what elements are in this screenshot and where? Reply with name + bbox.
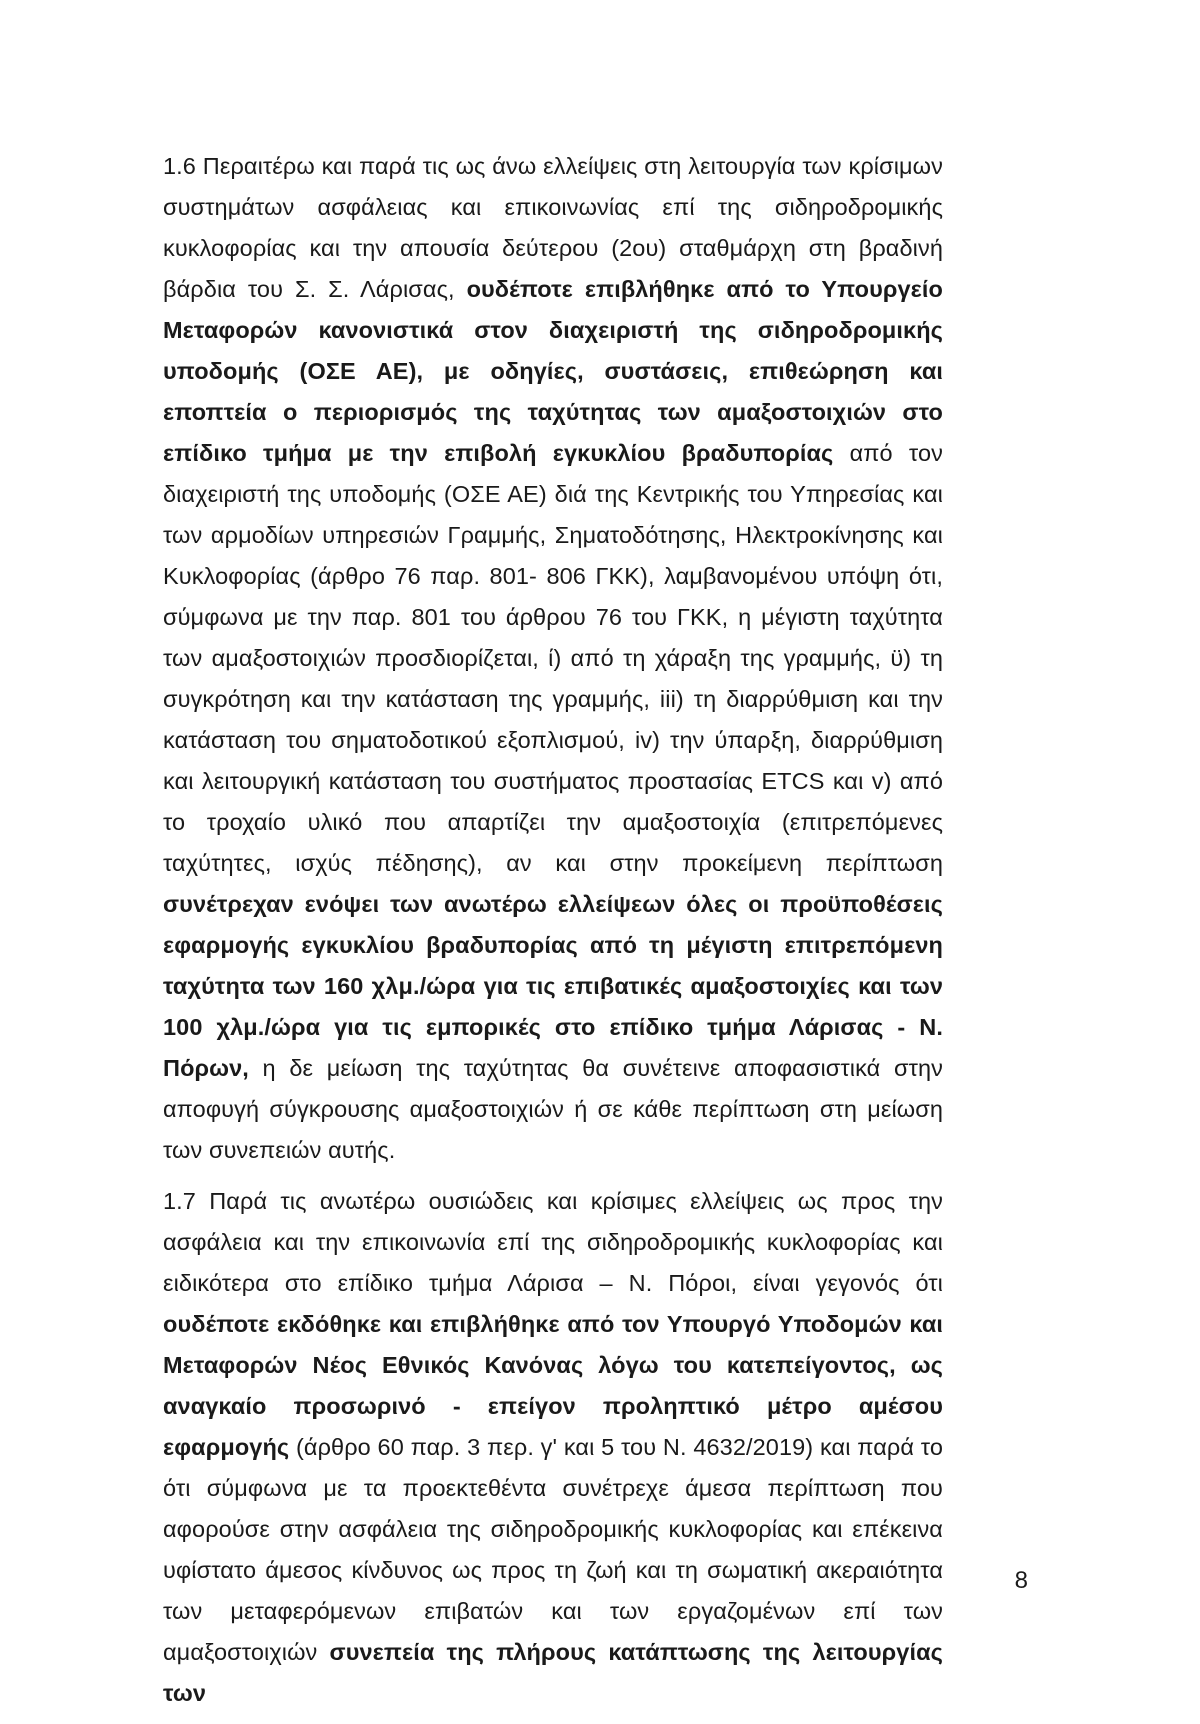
paragraph-1-7 [163,1181,943,1714]
text-run: (άρθρο 60 παρ. 3 περ. γ' και 5 του Ν. 4632/2019) και παρά το ότι σύμφωνα με τα προεκτεθέντα συνέτρεχε άμεσα περίπτωση που αφορούσε στην ασφάλεια της σιδηροδρομικής κυκλοφορίας και επέκεινα υφίστατο άμεσος κίνδυνος ως προς τη ζωή και τη σωματική ακεραιότητα των μεταφερόμενων επιβατών και των εργαζομένων επί των αμαξοστοιχιών [163,1434,943,1665]
page-number: 8 [1014,1567,1028,1594]
text-run-bold: συνέτρεχαν ενόψει των ανωτέρω ελλείψεων όλες οι προϋποθέσεις εφαρμογής εγκυκλίου βραδυπορίας από τη μέγιστη επιτρεπόμενη ταχύτητα των 160 χλμ./ώρα για τις επιβατικές αμαξοστοιχίες και των 100 χλμ./ώρα για τις εμπορικές στο επίδικο τμήμα Λάρισας - Ν. Πόρων, [163,891,943,1081]
paragraph-1-6 [163,146,943,1171]
document-body [163,146,943,1724]
text-run-bold: ουδέποτε εκδόθηκε και επιβλήθηκε από τον Υπουργό Υποδομών και Μεταφορών Νέος Εθνικός Κανόνας λόγω του κατεπείγοντος, ως αναγκαίο προσωρινό - επείγον προληπτικό μέτρο αμέσου εφαρμογής [163,1311,943,1460]
text-run: από τον διαχειριστή της υποδομής (ΟΣΕ ΑΕ) διά της Κεντρικής του Υπηρεσίας και των αρμοδίων υπηρεσιών Γραμμής, Σηματοδότησης, Ηλεκτροκίνησης και Κυκλοφορίας (άρθρο 76 παρ. 801- 806 ΓΚΚ), λαμβανομένου υπόψη ότι, σύμφωνα με την παρ. 801 του άρθρου 76 του ΓΚΚ, η μέγιστη ταχύτητα των αμαξοστοιχιών προσδιορίζεται, ί) από τη χάραξη της γραμμής, ϋ) τη συγκρότηση και την κατάσταση της γραμμής, iii) τη διαρρύθμιση και την κατάσταση του σηματοδοτικού εξοπλισμού, iv) την ύπαρξη, διαρρύθμιση και λειτουργική κατάσταση του συστήματος προστασίας ETCS και v) από το τροχαίο υλικό που απαρτίζει την αμαξοστοιχία (επιτρεπόμενες ταχύτητες, ισχύς πέδησης), αν και στην προκείμενη περίπτωση [163,440,943,876]
text-run: 1.7 Παρά τις ανωτέρω ουσιώδεις και κρίσιμες ελλείψεις ως προς την ασφάλεια και την επικοινωνία επί της σιδηροδρομικής κυκλοφορίας και ειδικότερα στο επίδικο τμήμα Λάρισα – Ν. Πόροι, είναι γεγονός ότι [163,1188,943,1296]
text-run: η δε μείωση της ταχύτητας θα συνέτεινε αποφασιστικά στην αποφυγή σύγκρουσης αμαξοστοιχιών ή σε κάθε περίπτωση στη μείωση των συνεπειών αυτής. [163,1055,943,1163]
text-run-bold: ουδέποτε επιβλήθηκε από το Υπουργείο Μεταφορών κανονιστικά στον διαχειριστή της σιδηροδρομικής υποδομής (ΟΣΕ ΑΕ), με οδηγίες, συστάσεις, επιθεώρηση και εποπτεία ο περιορισμός της ταχύτητας των αμαξοστοιχιών στο επίδικο τμήμα με την επιβολή εγκυκλίου βραδυπορίας [163,276,944,466]
text-run-bold: συνεπεία της πλήρους κατάπτωσης της λειτουργίας των [163,1639,943,1706]
text-run: 1.6 Περαιτέρω και παρά τις ως άνω ελλείψεις στη λειτουργία των κρίσιμων συστημάτων ασφάλειας και επικοινωνίας επί της σιδηροδρομικής κυκλοφορίας και την απουσία δεύτερου (2ου) σταθμάρχη στη βραδινή βάρδια του Σ. Σ. Λάρισας, [163,153,943,302]
